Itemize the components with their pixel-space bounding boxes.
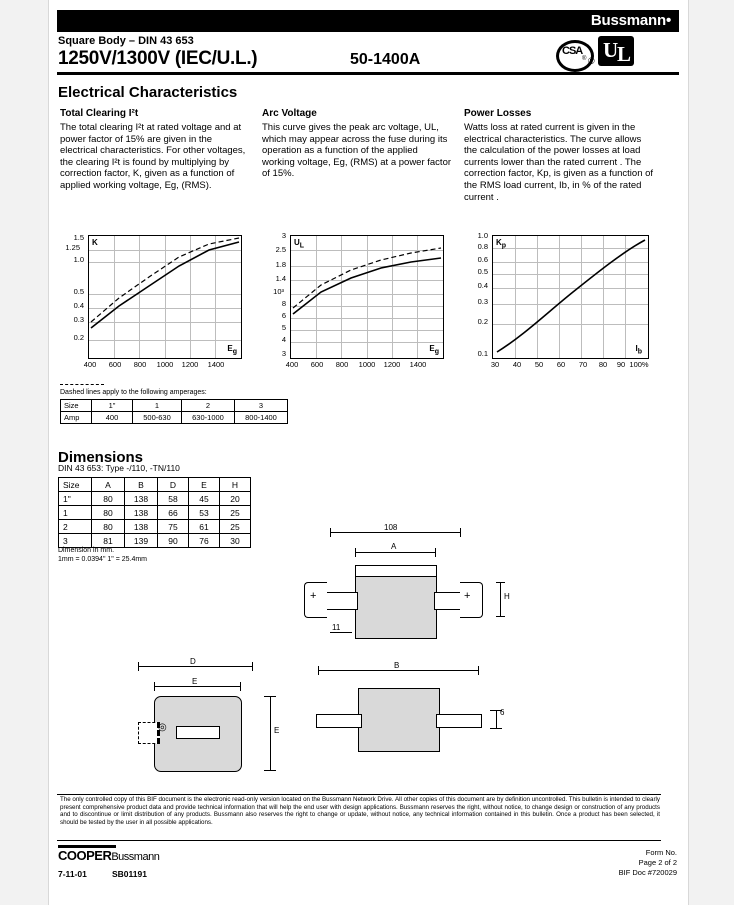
cell: 81	[92, 534, 125, 548]
chart3-ytick: 0.1	[477, 349, 488, 358]
label-window	[176, 726, 220, 739]
dim-11: 11	[332, 623, 341, 632]
chart3-xtick: 80	[598, 360, 608, 369]
hole-left-icon: +	[310, 590, 317, 602]
drawing-side-view	[300, 658, 630, 788]
chart2-ytick: 5	[281, 323, 286, 332]
page-right-margin	[688, 0, 734, 905]
footer-divider-top	[57, 794, 661, 795]
chart3-xtick: 40	[512, 360, 522, 369]
chart2-xtick: 800	[335, 360, 349, 369]
chart1-ytick: 0.4	[73, 301, 84, 310]
chart1-ytick: 1.25	[65, 243, 80, 252]
cooper-logo	[58, 848, 159, 863]
ul-letter-l: L	[617, 42, 632, 66]
cell: 75	[158, 520, 189, 534]
cell: 630-1000	[182, 412, 235, 424]
dim-D: D	[190, 657, 196, 666]
header-eyebrow: Square Body – DIN 43 653	[58, 35, 194, 47]
table-row	[59, 506, 251, 520]
col-header: B	[125, 478, 158, 492]
cell: 80	[92, 520, 125, 534]
cell: 90	[158, 534, 189, 548]
chart3-ytick: 0.4	[477, 281, 488, 290]
chart3-xtick: 70	[578, 360, 588, 369]
chart3-xtick: 30	[490, 360, 500, 369]
col-header: A	[92, 478, 125, 492]
dimensions-footnote-conv: 1mm = 0.0394" 1" = 25.4mm	[58, 556, 148, 563]
dim-E-top: E	[192, 677, 198, 686]
chart2-ytick: 6	[281, 311, 286, 320]
chart3-ytick: 0.8	[477, 242, 488, 251]
chart1-series-label: K	[92, 238, 98, 247]
cell: 45	[189, 492, 220, 506]
cell: 138	[125, 506, 158, 520]
dashed-tab	[138, 722, 160, 744]
ul-letter-u: U	[603, 38, 619, 62]
chart2-ytick: 1.8	[275, 260, 286, 269]
chart1-curve	[89, 236, 241, 358]
chart2-xaxis-name: $E_g$	[429, 344, 439, 356]
dim-H: H	[504, 592, 510, 601]
chart3-xaxis-name: $I_b$	[635, 344, 642, 356]
cell: 138	[125, 492, 158, 506]
footer-date: 7-11-01	[58, 869, 87, 879]
col-header: H	[220, 478, 251, 492]
chart1-ytick: 1.5	[73, 233, 84, 242]
cell: 25	[220, 506, 251, 520]
fuse-body-side	[358, 688, 440, 752]
hole-plan-icon: ◎	[158, 722, 167, 733]
chart2-ytick: 10³	[273, 287, 284, 296]
chart-power-loss	[462, 233, 662, 373]
dim-6: 6	[500, 708, 505, 717]
chart1-xaxis-name: $E_g$	[227, 344, 237, 356]
chart3-xtick: 60	[556, 360, 566, 369]
bussmann-word: Bussmann	[111, 851, 160, 863]
cell: 2	[59, 520, 92, 534]
cell: Amp	[61, 412, 92, 424]
col-header: E	[189, 478, 220, 492]
footer-doc-code: SB01191	[112, 869, 147, 879]
table-header-row	[59, 478, 251, 492]
cell: 1	[59, 506, 92, 520]
chart2-plot-area	[290, 235, 444, 359]
column-heading-arc-voltage: Arc Voltage	[262, 108, 317, 119]
cell: 58	[158, 492, 189, 506]
fuse-body-top-strip	[355, 565, 437, 577]
page-left-margin	[0, 0, 49, 905]
footer-form-block	[517, 848, 677, 878]
column-heading-power-losses: Power Losses	[464, 108, 532, 119]
table-row	[61, 412, 288, 424]
dimensions-table	[58, 477, 251, 548]
chart1-xtick: 400	[83, 360, 97, 369]
title-divider	[57, 72, 679, 75]
cell: 80	[92, 506, 125, 520]
chart3-ytick: 0.2	[477, 317, 488, 326]
chart1-xtick: 800	[133, 360, 147, 369]
drawing-plan-view	[130, 650, 310, 780]
chart2-ytick: 1.4	[275, 274, 286, 283]
cell: 3	[59, 534, 92, 548]
chart1-ytick: 0.2	[73, 333, 84, 342]
section-title-electrical: Electrical Characteristics	[58, 84, 238, 101]
chart3-ytick: 1.0	[477, 231, 488, 240]
section-title-dimensions: Dimensions	[58, 449, 144, 466]
chart1-xtick: 600	[108, 360, 122, 369]
chart3-xtick: 50	[534, 360, 544, 369]
chart2-ytick: 2.5	[275, 245, 286, 254]
chart3-plot-area	[492, 235, 649, 359]
footer-divider-bottom	[57, 840, 661, 841]
chart2-xtick: 400	[285, 360, 299, 369]
chart2-xtick: 1200	[383, 360, 401, 369]
chart3-ytick: 0.6	[477, 255, 488, 264]
table-row	[59, 520, 251, 534]
chart1-plot-area	[88, 235, 242, 359]
chart1-ytick: 0.5	[73, 287, 84, 296]
column-body-power-losses: Watts loss at rated current is given in the electrical characteristics. The curve allows the calculation of the power losses at load currents lower than the rated current . The correction factor, Kp, is given as a function of the RMS load current, Ib, in % of the rated current .	[464, 122, 654, 203]
terminal-right	[436, 714, 482, 728]
cell: 2	[182, 400, 235, 412]
drawing-front-view	[300, 520, 630, 650]
column-heading-total-clearing: Total Clearing I²t	[60, 108, 139, 119]
hole-right-icon: +	[464, 590, 471, 602]
chart2-ytick: 3	[281, 349, 286, 358]
page-no: Page 2 of 2	[638, 858, 677, 867]
dashed-legend-note: Dashed lines apply to the following amperages:	[60, 389, 207, 396]
registered-mark: ®	[588, 56, 595, 66]
cell: 138	[125, 520, 158, 534]
cell: 76	[189, 534, 220, 548]
cell: 66	[158, 506, 189, 520]
page-title: 1250V/1300V (IEC/U.L.)	[58, 48, 258, 69]
dim-A: A	[391, 542, 397, 551]
cell: 500-630	[133, 412, 182, 424]
chart-total-clearing	[58, 233, 248, 373]
bif-doc-no: BIF Doc #720029	[618, 868, 677, 877]
csa-label: CSA	[562, 45, 583, 57]
dimensions-footnote	[58, 546, 147, 564]
chart3-ytick: 0.5	[477, 267, 488, 276]
ul-certification-icon	[596, 36, 636, 68]
chart2-ytick: 3	[281, 231, 286, 240]
dimensions-type-note: DIN 43 653: Type -/110, -TN/110	[58, 463, 180, 473]
cell: Size	[61, 400, 92, 412]
cell: 400	[92, 412, 133, 424]
cell: 1"	[59, 492, 92, 506]
header-bar	[57, 10, 679, 32]
col-header: D	[158, 478, 189, 492]
chart2-xtick: 1400	[409, 360, 427, 369]
table-row	[59, 492, 251, 506]
cell: 30	[220, 534, 251, 548]
chart2-xtick: 1000	[358, 360, 376, 369]
chart3-xtick: 90	[616, 360, 626, 369]
dimensions-footnote-unit: Dimension in mm.	[58, 547, 115, 554]
col-header: Size	[59, 478, 92, 492]
chart3-ytick: 0.3	[477, 297, 488, 306]
chart1-xtick: 1200	[181, 360, 199, 369]
cell: 20	[220, 492, 251, 506]
chart2-xtick: 600	[310, 360, 324, 369]
dim-E-side: E	[274, 726, 280, 735]
chart3-curve	[493, 236, 648, 358]
cell: 800-1400	[235, 412, 288, 424]
cell: 61	[189, 520, 220, 534]
chart1-xtick: 1000	[156, 360, 174, 369]
chart3-series-label: $K_p$	[496, 238, 507, 250]
chart1-ytick: 1.0	[73, 255, 84, 264]
chart2-curve	[291, 236, 443, 358]
chart3-xtick: 100%	[629, 360, 649, 369]
amp-range: 50-1400A	[350, 51, 421, 68]
disclaimer-text: The only controlled copy of this BIF document is the electronic read-only version located on the Bussmann Network Drive. All other copies of this document are by definition uncontrolled. This bulletin is intended to clearly present comprehensive product data and provide technical information that will help the end user with design applications. Bussmann reserves the right, without notice, to change design or construction of any products and to discontinue or limit distribution of any products. Bussmann also reserves the right to change or update, without notice, any technical information contained in this bulletin. Once a product has been selected, it should be tested by the user in all possible applications.	[60, 796, 660, 826]
brand-logo: Bussmann•	[590, 12, 671, 29]
chart1-ytick: 0.3	[73, 315, 84, 324]
dashed-legend-line	[60, 384, 104, 385]
dim-B: B	[394, 661, 400, 670]
form-no: Form No.	[645, 848, 677, 857]
chart2-series-label: $U_L$	[294, 238, 305, 250]
cell: 25	[220, 520, 251, 534]
table-row	[61, 400, 288, 412]
column-body-arc-voltage: This curve gives the peak arc voltage, UL, which may appear across the fuse during its operation as a function of the applied working voltage, Eg, (RMS) at a power factor of 15%.	[262, 122, 452, 180]
column-body-total-clearing: The total clearing I²t at rated voltage and at power factor of 15% are given in the electrical characteristics. For other voltages, the clearing I²t is found by multiplying by correction factor, K, given as a function of applied working voltage, Eg, (RMS).	[60, 122, 246, 191]
cell: 1	[133, 400, 182, 412]
csa-certification-icon	[556, 38, 590, 68]
cell: 80	[92, 492, 125, 506]
chart-arc-voltage	[260, 233, 450, 373]
cell: 1"	[92, 400, 133, 412]
terminal-left	[316, 714, 362, 728]
cell: 3	[235, 400, 288, 412]
cell: 53	[189, 506, 220, 520]
chart2-ytick: 4	[281, 335, 286, 344]
chart1-xtick: 1400	[207, 360, 225, 369]
cooper-word: COOPER	[58, 848, 112, 863]
chart2-ytick: 8	[281, 299, 286, 308]
dim-108: 108	[384, 523, 398, 532]
dashed-amperage-table	[60, 399, 288, 424]
csa-registered-mark: ®	[582, 56, 587, 62]
cell: 139	[125, 534, 158, 548]
